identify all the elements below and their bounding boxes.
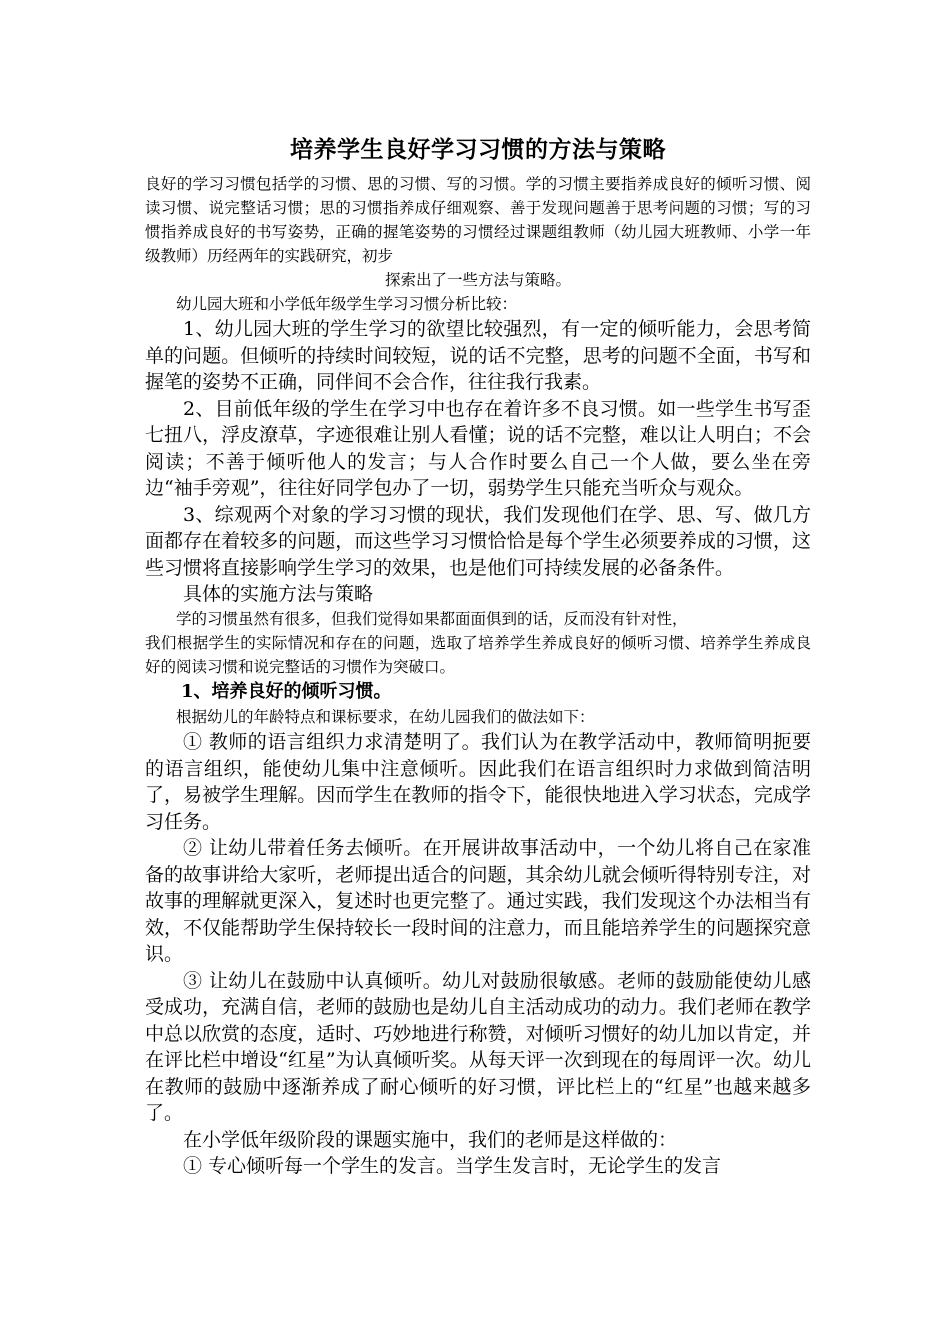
kindergarten-point-3: ③ 让幼儿在鼓励中认真倾听。幼儿对鼓励很敏感。老师的鼓励能使幼儿感受成功，充满自信，老师的鼓励也是幼儿自主活动成功的动力。我们老师在教学中总以欣赏的态度，适时、巧妙地进行称赞，对倾听习惯好的幼儿加以肯定，并在评比栏中增设“红星”为认真倾听奖。从每天评一次到现在的每周评一次。幼儿在教师的鼓励中逐渐养成了耐心倾听的好习惯，评比栏上的“红星”也越来越多了。 (145, 969, 811, 1124)
primary-intro: 在小学低年级阶段的课题实施中，我们的老师是这样做的： (183, 1128, 678, 1151)
analysis-point-2: 2、目前低年级的学生在学习中也存在着许多不良习惯。如一些学生书写歪七扭八，浮皮潦草，字迹很难让别人看懂；说的话不完整，难以让人明白；不会阅读；不善于倾听他人的发言；与人合作时要么自己一个人做，要么坐在旁边“袖手旁观”，往往好同学包办了一切，弱势学生只能充当听众与观众。 (145, 397, 811, 499)
primary-point-1: ① 专心倾听每一个学生的发言。当学生发言时，无论学生的发言 (183, 1155, 722, 1177)
section-1-heading: 1、培养良好的倾听习惯。 (181, 681, 392, 702)
intro-paragraph: 良好的学习习惯包括学的习惯、思的习惯、写的习惯。学的习惯主要指养成良好的倾听习惯、阅读习惯、说完整话习惯；思的习惯指养成仔细观察、善于发现问题善于思考问题的习惯；写的习惯指养成良好的书写姿势，正确的握笔姿势的习惯经过课题组教师（幼儿园大班教师、小学一年级教师）历经两年的实践研究，初步 (145, 175, 811, 265)
analysis-point-3: 3、综观两个对象的学习习惯的现状，我们发现他们在学、思、写、做几方面都存在着较多的问题，而这些学习习惯恰恰是每个学生必须要养成的习惯，这些习惯将直接影响学生学习的效果，也是他们可持续发展的必备条件。 (145, 503, 811, 579)
kindergarten-point-1: ① 教师的语言组织力求清楚明了。我们认为在教学活动中，教师简明扼要的语言组织，能使幼儿集中注意倾听。因此我们在语言组织时力求做到简洁明了，易被学生理解。因而学生在教师的指令下，能很快地进入学习状态，完成学习任务。 (145, 731, 811, 833)
document-page (145, 128, 811, 1180)
methods-intro-first-line: 学的习惯虽然有很多，但我们觉得如果都面面俱到的话，反而没有针对性， (176, 610, 688, 628)
kindergarten-point-2: ② 让幼儿带着任务去倾听。在开展讲故事活动中，一个幼儿将自己在家准备的故事讲给大家听，老师提出适合的问题，其余幼儿就会倾听得特别专注，对故事的理解就更深入，复述时也更完整了。通过实践，我们发现这个办法相当有效，不仅能帮助学生保持较长一段时间的注意力，而且能培养学生的问题探究意识。 (145, 837, 811, 965)
analysis-heading: 幼儿园大班和小学低年级学生学习习惯分析比较： (176, 295, 518, 313)
methods-intro-rest: 我们根据学生的实际情况和存在的问题，选取了培养学生养成良好的倾听习惯、培养学生养成良好的阅读习惯和说完整话的习惯作为突破口。 (145, 634, 811, 676)
intro-paragraph-end: 探索出了一些方法与策略。 (384, 271, 571, 289)
analysis-point-1: 1、幼儿园大班的学生学习的欲望比较强烈，有一定的倾听能力，会思考简单的问题。但倾听的持续时间较短，说的话不完整，思考的问题不全面，书写和握笔的姿势不正确，同伴间不会合作，往往我行我素。 (145, 318, 811, 393)
document-title: 培养学生良好学习习惯的方法与策略 (290, 136, 666, 163)
kindergarten-intro: 根据幼儿的年龄特点和课标要求，在幼儿园我们的做法如下： (176, 708, 595, 726)
methods-heading: 具体的实施方法与策略 (183, 583, 374, 605)
